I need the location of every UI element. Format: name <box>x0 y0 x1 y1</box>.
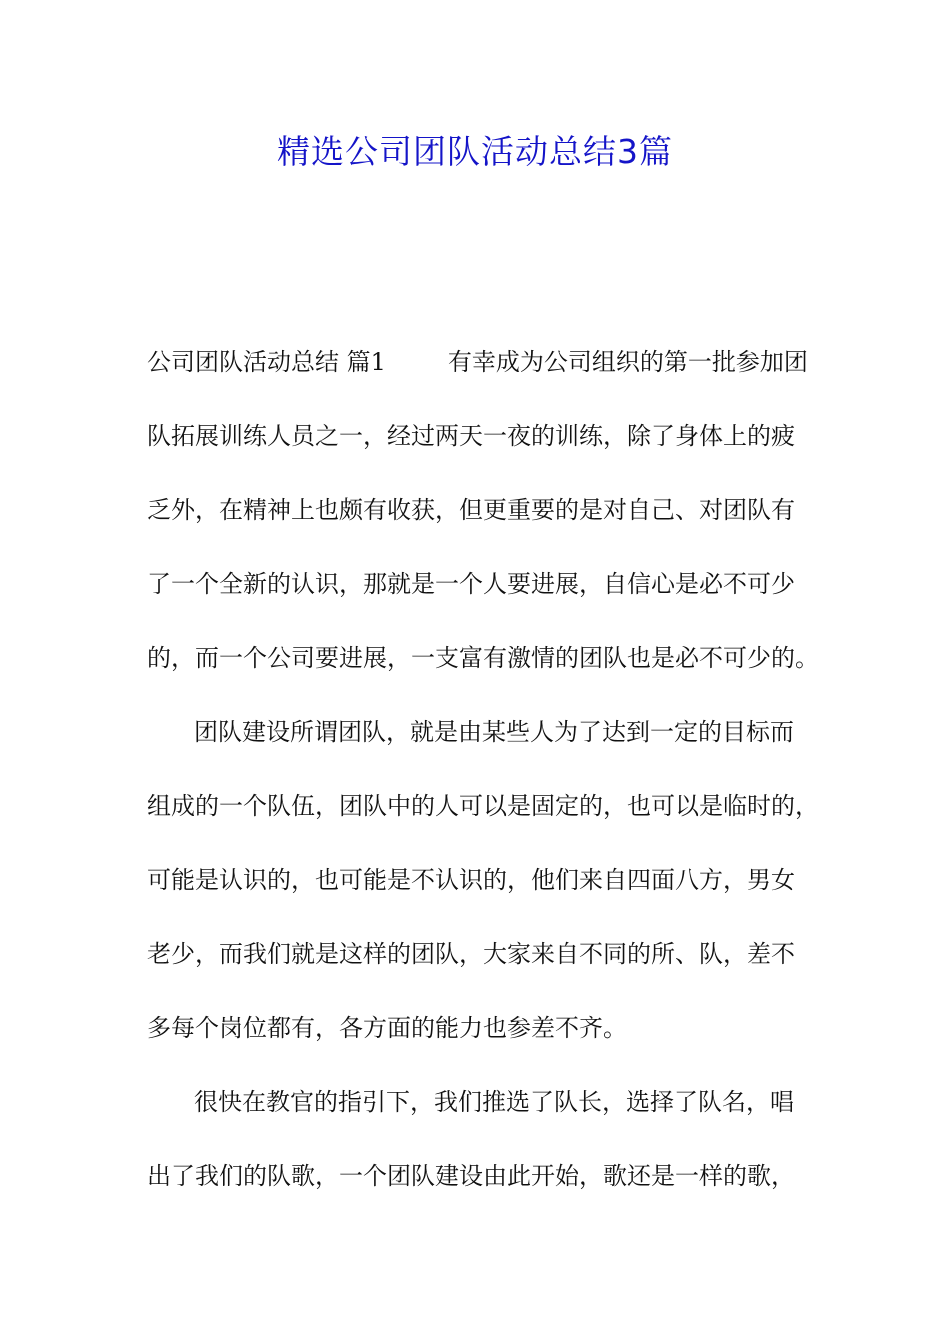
paragraph-text: 的，而一个公司要进展，一支富有激情的团队也是必不可少的。 <box>147 644 819 672</box>
paragraph-text: 老少，而我们就是这样的团队，大家来自不同的所、队，差不 <box>147 940 795 968</box>
text-line <box>147 1065 829 1139</box>
text-line <box>147 325 829 399</box>
paragraph-text: 队拓展训练人员之一，经过两天一夜的训练，除了身体上的疲 <box>147 422 795 450</box>
text-line <box>147 843 829 917</box>
text-line <box>147 1139 829 1213</box>
paragraph-text: 可能是认识的，也可能是不认识的，他们来自四面八方，男女 <box>147 866 795 894</box>
text-line <box>147 991 829 1065</box>
document-body <box>147 325 829 1213</box>
paragraph-text: 出了我们的队歌，一个团队建设由此开始，歌还是一样的歌， <box>147 1162 795 1190</box>
paragraph-text: 有幸成为公司组织的第一批参加团 <box>447 348 808 376</box>
paragraph-text: 组成的一个队伍，团队中的人可以是固定的，也可以是临时的， <box>147 792 819 820</box>
paragraph-text: 很快在教官的指引下，我们推选了队长，选择了队名，唱 <box>194 1088 794 1116</box>
text-line <box>147 473 829 547</box>
text-line <box>147 769 829 843</box>
paragraph-text: 多每个岗位都有，各方面的能力也参差不齐。 <box>147 1014 627 1042</box>
text-line <box>147 621 829 695</box>
text-line <box>147 695 829 769</box>
text-line <box>147 917 829 991</box>
text-line <box>147 399 829 473</box>
section-heading: 公司团队活动总结 篇1 <box>147 348 386 376</box>
document-title: 精选公司团队活动总结3篇 <box>277 132 673 171</box>
paragraph-text: 团队建设所谓团队，就是由某些人为了达到一定的目标而 <box>194 718 794 746</box>
paragraph-text: 乏外，在精神上也颇有收获，但更重要的是对自己、对团队有 <box>147 496 795 524</box>
text-line <box>147 547 829 621</box>
paragraph-text: 了一个全新的认识，那就是一个人要进展，自信心是必不可少 <box>147 570 795 598</box>
